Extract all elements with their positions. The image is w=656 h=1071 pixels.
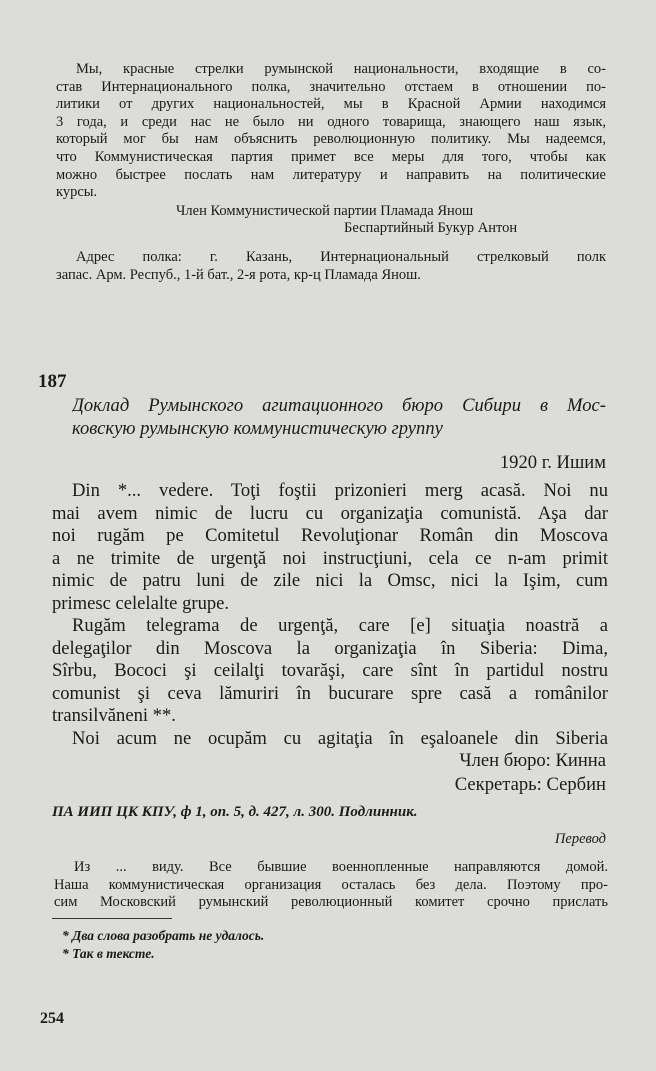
archive-reference: ПА ИИП ЦК КПУ, ф 1, оп. 5, д. 427, л. 300. Подлинник. [52, 804, 418, 820]
translation-line: сим Московский румынский революционный комитет срочно прислать [54, 894, 608, 911]
text-line: nimic de patru luni de zile nici la Omsc, nici la Işim, cum [52, 570, 608, 591]
document-title [0, 395, 656, 440]
text-line: comunist şi ceva lămuriri în bucurare spre casă a românilor [52, 682, 608, 704]
address-line: запас. Арм. Респуб., 1-й бат., 2-я рота, кр-ц Пламада Янош. [56, 266, 421, 283]
page-number: 254 [40, 1010, 64, 1027]
romanian-paragraph-1 [0, 480, 656, 615]
text-line: a ne trimite de urgenţă noi instrucţiuni, cela ce n-am primit [52, 547, 608, 569]
letter-line: 3 года, и среди нас не было ни одного товарища, знающего наш язык, [56, 113, 606, 130]
document-number: 187 [38, 371, 67, 392]
letter-line: который мог бы нам объяснить революционную политику. Мы надеемся, [56, 131, 606, 148]
translation-line: Из ... виду. Все бывшие военнопленные направляются домой. [74, 859, 608, 875]
text-line: noi rugăm pe Comitetul Revoluţionar Român din Moscova [52, 525, 608, 546]
letter-line: Мы, красные стрелки румынской национальности, входящие в со- [76, 61, 606, 77]
letter-address [0, 249, 656, 284]
letter-signature-1: Член Коммунистической партии Пламада Янош [176, 203, 474, 219]
text-line: Noi acum ne ocupăm cu agitaţia în eşaloanele din Siberia [72, 728, 608, 749]
text-line: transilvăneni **. [52, 705, 176, 726]
translation-line: Наша коммунистическая организация осталась без дела. Поэтому про- [54, 876, 608, 893]
romanian-paragraph-3 [0, 728, 656, 751]
text-line: primesc celelalte grupe. [52, 592, 230, 614]
translation-text [0, 859, 656, 912]
footnote-1: * Два слова разобрать не удалось. [62, 928, 265, 943]
text-line: mai avem nimic de lucru cu organizaţia comunistă. Aşa dar [52, 502, 608, 524]
address-line: Адрес полка: г. Казань, Интернациональный стрелковый полк [76, 249, 606, 265]
title-line: Доклад Румынского агитационного бюро Сибири в Мос- [72, 395, 606, 416]
letter-line: можно быстрее послать нам литературу и направить на политические [56, 166, 606, 183]
letter-line: литики от других национальностей, мы в Красной Армии находимся [56, 96, 606, 113]
letter-line: курсы. [56, 184, 98, 201]
title-line: ковскую румынскую коммунистическую группу [72, 417, 443, 439]
date-place: 1920 г. Ишим [499, 452, 606, 473]
translation-label: Перевод [554, 831, 606, 847]
letter-signature-2: Беспартийный Букур Антон [344, 220, 518, 236]
footnote-2: * Так в тексте. [62, 946, 155, 961]
text-line: Rugăm telegrama de urgenţă, care [e] situaţia noastră a [72, 615, 608, 636]
romanian-paragraph-2 [0, 615, 656, 728]
doc-signature-2: Секретарь: Сербин [454, 774, 606, 795]
text-line: Sîrbu, Bococi şi ceilalţi tovarăşi, care sînt în partidul nostru [52, 660, 608, 681]
text-line: delegaţilor din Moscova la organizaţia în Siberia: Dima, [52, 637, 608, 659]
footnote-divider [52, 918, 172, 919]
letter-line: что Коммунистическая партия примет все меры для того, чтобы как [56, 148, 606, 165]
doc-signature-1: Член бюро: Кинна [459, 750, 606, 771]
letter-line: став Интернационального полка, значительно отстаем в отношении по- [56, 78, 606, 95]
text-line: Din *... vedere. Toţi foştii prizonieri merg acasă. Noi nu [72, 480, 608, 501]
letter-body [0, 61, 656, 202]
